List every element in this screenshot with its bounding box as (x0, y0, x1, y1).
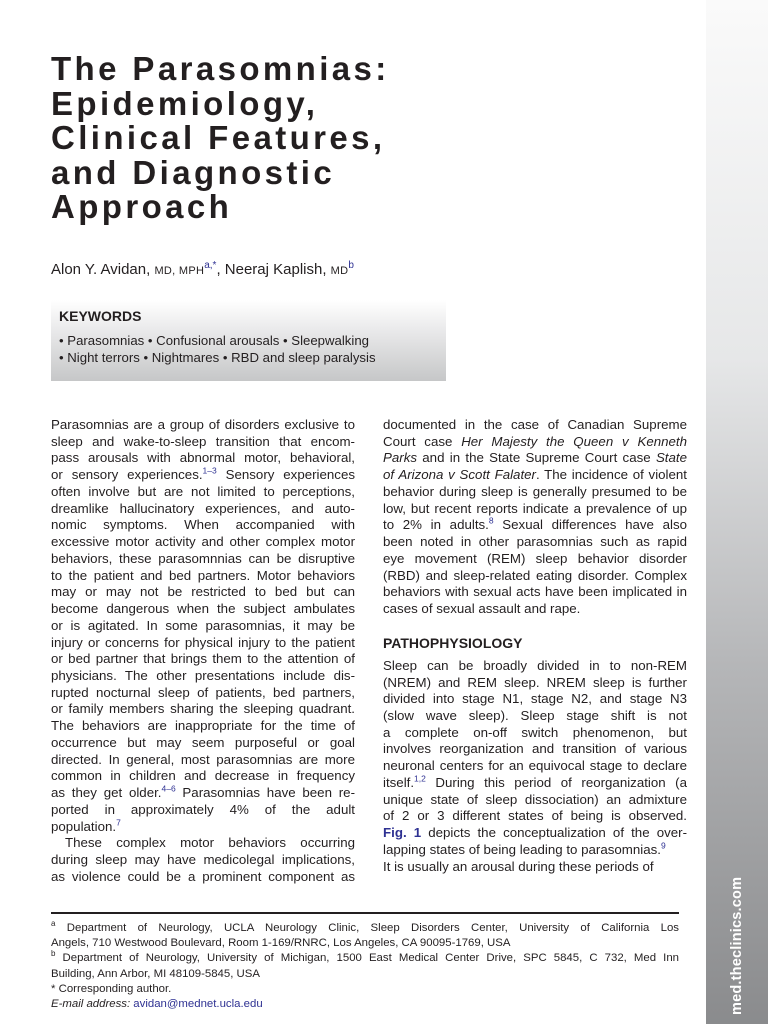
text-line (51, 802, 355, 819)
text: Sleep can be broadly divided in to non-REM (383, 657, 687, 673)
text-line (51, 484, 355, 501)
text: (slow wave sleep). Sleep stage shift is not (383, 708, 687, 724)
text: It is usually an arousal during these periods of (383, 858, 654, 874)
text: Sexual differences have also (493, 517, 688, 533)
keywords-heading: KEYWORDS (59, 308, 142, 324)
text-line (51, 584, 355, 601)
text-line (51, 852, 355, 869)
text-line (51, 936, 679, 951)
text: become dangerous when the subject ambulates (51, 601, 355, 617)
text: nomic symptoms. When accompanied with (51, 517, 355, 533)
footnote-divider (51, 912, 679, 914)
text-line (51, 501, 355, 518)
text: common in children and decrease in frequency (51, 768, 355, 784)
text-line (383, 675, 687, 692)
text: Department of Neurology, UCLA Neurology Clinic, Sleep Disorders Center, University of California Los (55, 922, 679, 934)
author-line: Alon Y. Avidan, MD, $MPH^{a,*}$, Neeraj Kaplish, $MD^b$ (51, 260, 354, 278)
text: occurrence but may seem purposeful or goal (51, 734, 355, 750)
text-line (383, 708, 687, 725)
text: (NREM) and REM sleep. NREM sleep is further (383, 674, 687, 690)
text: Court case (383, 433, 462, 449)
text: divided into stage N1, stage N2, and stage N3 (383, 691, 687, 707)
text: and in the State Supreme Court case (417, 450, 656, 466)
author-name: Neeraj Kaplish, (224, 261, 327, 278)
text: neuronal centers for an equivocal stage to declare (383, 758, 687, 774)
text-line (383, 658, 687, 675)
title-line: Approach (51, 188, 233, 225)
reference-link[interactable]: 1,2 (414, 773, 426, 784)
text: excessive motor activity and other complex motor (51, 534, 355, 550)
keywords-box (51, 300, 446, 381)
text-line (51, 417, 355, 434)
text: or bed partner that brings them to the attention of (51, 651, 355, 667)
text: documented in the case of Canadian Supreme (383, 417, 687, 432)
text-line (51, 635, 355, 652)
reference-link[interactable]: 7 (116, 817, 121, 828)
body-column-left (51, 417, 355, 886)
text: . The incidence of violent (535, 467, 687, 483)
text: unique state of sleep dissociation) an admixture (383, 791, 687, 807)
text-line (383, 808, 687, 825)
text: * Corresponding author. (51, 982, 172, 995)
affiliation-link[interactable]: a,* (204, 260, 217, 271)
text-line (383, 741, 687, 758)
text-line (383, 775, 687, 792)
text-line (383, 725, 687, 742)
affiliation-link[interactable]: b (348, 260, 354, 271)
text: low, but recent reports indicate a prevalence of up (383, 500, 687, 516)
text-line (51, 685, 355, 702)
title-line: and Diagnostic (51, 153, 336, 191)
text-line (383, 534, 687, 551)
keywords-line: • Night terrors • Nightmares • RBD and sleep paralysis (59, 350, 376, 365)
journal-website: med.theclinics.com (729, 876, 745, 1015)
text-line (51, 450, 355, 467)
text: injury or concerns for physical injury to the patient (51, 634, 355, 650)
text-line (51, 735, 355, 752)
text: or family members sharing the sleeping quadrant. (51, 701, 355, 717)
text-line (383, 601, 687, 618)
text-line (383, 467, 687, 484)
text-line (51, 467, 355, 484)
reference-link[interactable]: a (51, 919, 56, 929)
text: (RBD) and sleep-related eating disorder. Complex (383, 567, 687, 583)
text-line (51, 534, 355, 551)
text-line (51, 718, 355, 735)
text: cases of sexual assault and rape. (383, 601, 581, 617)
text: a complete on-off switch phenomenon, but (383, 724, 687, 740)
text: The behaviors are inappropriate for the time of (51, 718, 355, 734)
text-line (51, 819, 355, 836)
text: been noted in other parasomnias such as rapid (383, 534, 687, 550)
author-degree: MD, MPH (154, 265, 205, 277)
text: depicts the conceptualization of the over- (421, 825, 687, 841)
title-line: The Parasomnias: (51, 50, 390, 87)
text-line (383, 691, 687, 708)
text-line (383, 842, 687, 859)
italic-text: State (655, 450, 687, 466)
journal-sidebar (706, 0, 768, 1024)
email-link[interactable]: avidan@mednet.ucla.edu (133, 998, 263, 1011)
text-line (383, 450, 687, 467)
text-line (51, 601, 355, 618)
text-line (383, 551, 687, 568)
article-title (51, 52, 390, 225)
reference-link[interactable]: 8 (488, 515, 494, 526)
text-line (383, 825, 687, 842)
text: Department of Neurology, University of Michigan, 1500 East Medical Center Drive, SPC 5845, C 732, Med Inn (55, 952, 679, 965)
text-line (383, 792, 687, 809)
text-line (51, 618, 355, 635)
text-line (383, 501, 687, 518)
italic-text: of Arizona v Scott Falater (383, 467, 536, 483)
text: behaviors with sexual acts have been implicated in (383, 584, 687, 600)
text-line (51, 768, 355, 785)
text-line (383, 859, 687, 876)
reference-link[interactable]: 4–6 (161, 783, 176, 794)
reference-link[interactable]: b (51, 949, 56, 959)
footnotes (51, 921, 679, 1012)
text-line (383, 434, 687, 451)
italic-text: Parks (383, 450, 417, 466)
text-line (51, 785, 355, 802)
text: as they get older. (51, 785, 162, 801)
text: behaviors, these parasomnnias can be disruptive (51, 550, 355, 566)
text-line (383, 584, 687, 601)
text-line (51, 921, 679, 936)
text-line (51, 835, 355, 852)
text: lapping states of being leading to parasomnias. (383, 841, 661, 857)
text: eye movement (REM) sleep behavior disorder (383, 550, 687, 566)
title-line: Clinical Features, (51, 119, 386, 156)
text: of 2 or 3 different states of being is observed. (383, 808, 687, 824)
text-line (51, 668, 355, 685)
section-heading: PATHOPHYSIOLOGY (383, 634, 523, 651)
text-line (51, 967, 679, 982)
text-line (51, 997, 679, 1012)
author-degree: MD (330, 265, 349, 277)
text: population. (51, 818, 117, 834)
text: often involve but are not limited to perceptions, (51, 483, 355, 499)
title-line: Epidemiology, (51, 84, 319, 122)
text-line (383, 484, 687, 501)
text: behavior during sleep is generally presumed to be (383, 483, 687, 499)
text-line (51, 434, 355, 451)
reference-link[interactable]: 1–3 (202, 465, 217, 476)
body-column-right (383, 417, 687, 875)
text: to the patient and bed partners. Motor behaviors (51, 567, 355, 583)
text-line (383, 758, 687, 775)
text: sleep and wake-to-sleep transition that encom- (51, 433, 355, 449)
text: or sensory experiences. (51, 467, 203, 483)
text: ported in approximately 4% of the adult (51, 801, 355, 817)
text-line (51, 951, 679, 966)
text-line (51, 517, 355, 534)
text: Sensory experiences (216, 467, 355, 483)
text-line (383, 417, 687, 434)
text-line (51, 982, 679, 997)
text: as violence could be a prominent component as (51, 868, 355, 884)
text: During this period of reorganization (a (425, 774, 687, 790)
text: during sleep may have medicolegal implications, (51, 852, 355, 868)
reference-link[interactable]: 9 (660, 840, 666, 851)
text: pass arousals with abnormal motor, behavioral, (51, 450, 355, 466)
text: may or may not be restricted to bed but can (51, 584, 355, 600)
text-line (51, 551, 355, 568)
italic-text: E-mail address: (51, 998, 134, 1011)
text: or is agitated. In some parasomnias, it may be (51, 617, 355, 633)
italic-text: Her Majesty the Queen v Kenneth (461, 433, 687, 449)
text-line (51, 752, 355, 769)
text: involves reorganization and transition of various (383, 741, 687, 757)
text: itself. (383, 774, 415, 790)
text: Parasomnias have been re- (175, 785, 355, 801)
text: dreamlike hallucinatory experiences, and auto- (51, 500, 355, 516)
keywords-line: • Parasomnias • Confusional arousals • Sleepwalking (59, 333, 369, 348)
text: physicians. The other presentations include dis- (51, 668, 355, 684)
text-line (51, 651, 355, 668)
text: These complex motor behaviors occurring (65, 835, 355, 851)
text-line (51, 701, 355, 718)
figure-link[interactable]: Fig. 1 (383, 825, 422, 841)
text-line (51, 869, 355, 886)
text: Parasomnias are a group of disorders exclusive to (51, 417, 355, 432)
text: to 2% in adults. (383, 517, 489, 533)
text: rupted nocturnal sleep of patients, bed partners, (51, 684, 355, 700)
author-name: Alon Y. Avidan, (51, 261, 151, 278)
text: Building, Ann Arbor, MI 48109-5845, USA (51, 967, 260, 980)
text: directed. In general, most parasomnias are more (51, 751, 355, 767)
text-line (383, 517, 687, 534)
text-line (383, 568, 687, 585)
text: Angels, 710 Westwood Boulevard, Room 1-169/RNRC, Los Angeles, CA 90095-1769, USA (51, 937, 511, 950)
text-line (51, 568, 355, 585)
